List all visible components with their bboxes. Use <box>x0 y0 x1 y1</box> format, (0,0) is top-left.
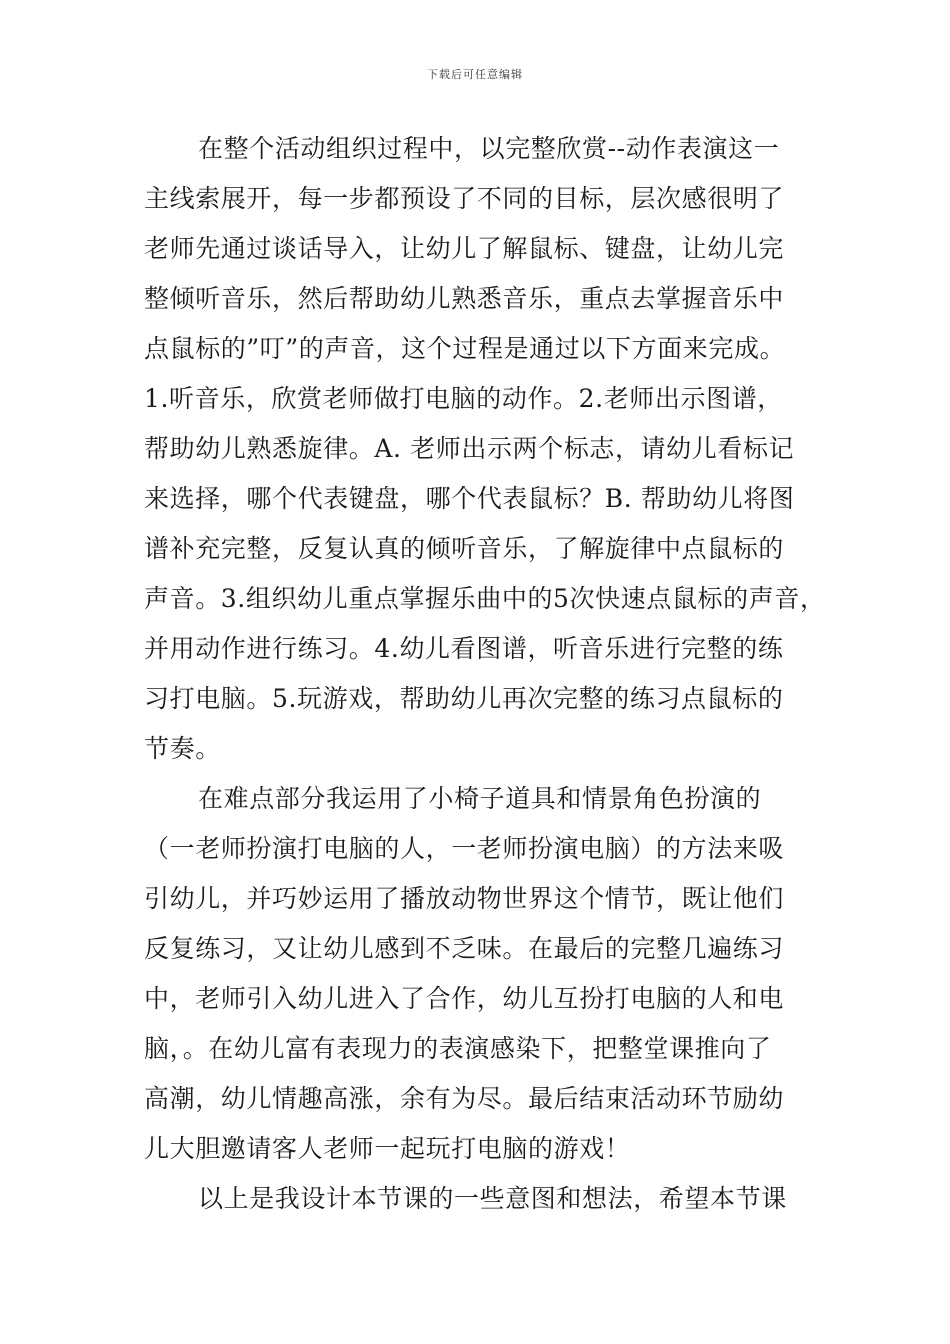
text-line: 儿大胆邀请客人老师一起玩打电脑的游戏！ <box>144 1134 631 1163</box>
text-line: 来选择，哪个代表键盘，哪个代表鼠标？B. 帮助幼儿将图 <box>144 484 795 513</box>
document-body <box>144 124 824 1224</box>
text-line: 高潮，幼儿情趣高涨，余有为尽。最后结束活动环节励幼 <box>144 1084 785 1113</box>
text-line: 声音。3.组织幼儿重点掌握乐曲中的5次快速点鼠标的声音， <box>144 584 826 613</box>
text-line: 反复练习，又让幼儿感到不乏味。在最后的完整几遍练习 <box>144 934 785 963</box>
text-line: 在难点部分我运用了小椅子道具和情景角色扮演的 <box>198 784 762 813</box>
text-line: 节奏。 <box>144 734 221 763</box>
text-line: 中，老师引入幼儿进入了合作，幼儿互扮打电脑的人和电 <box>144 984 785 1013</box>
text-line: 点鼠标的”叮”的声音，这个过程是通过以下方面来完成。 <box>144 334 786 363</box>
text-line: 引幼儿，并巧妙运用了播放动物世界这个情节，既让他们 <box>144 884 785 913</box>
text-line: 并用动作进行练习。4.幼儿看图谱，听音乐进行完整的练 <box>144 634 784 663</box>
paragraph-conclusion <box>144 1174 824 1224</box>
text-line: 1.听音乐，欣赏老师做打电脑的动作。2.老师出示图谱， <box>144 384 783 413</box>
text-line: 以上是我设计本节课的一些意图和想法，希望本节课 <box>198 1184 787 1213</box>
text-line: 帮助幼儿熟悉旋律。A. 老师出示两个标志，请幼儿看标记 <box>144 434 795 463</box>
text-line: 整倾听音乐，然后帮助幼儿熟悉音乐，重点去掌握音乐中 <box>144 284 785 313</box>
text-line: （一老师扮演打电脑的人，一老师扮演电脑）的方法来吸 <box>144 834 785 863</box>
paragraph-difficulty <box>144 774 824 1174</box>
paragraph-activity-process <box>144 124 824 774</box>
text-line: 在整个活动组织过程中，以完整欣赏--动作表演这一 <box>198 134 780 163</box>
text-line: 老师先通过谈话导入，让幼儿了解鼠标、键盘，让幼儿完 <box>144 234 785 263</box>
text-line: 主线索展开，每一步都预设了不同的目标，层次感很明了 <box>144 184 785 213</box>
text-line: 脑，。在幼儿富有表现力的表演感染下，把整堂课推向了 <box>144 1034 772 1063</box>
page-header: 下载后可任意编辑 <box>427 68 523 81</box>
text-line: 习打电脑。5.玩游戏，帮助幼儿再次完整的练习点鼠标的 <box>144 684 784 713</box>
text-line: 谱补充完整，反复认真的倾听音乐，了解旋律中点鼠标的 <box>144 534 785 563</box>
